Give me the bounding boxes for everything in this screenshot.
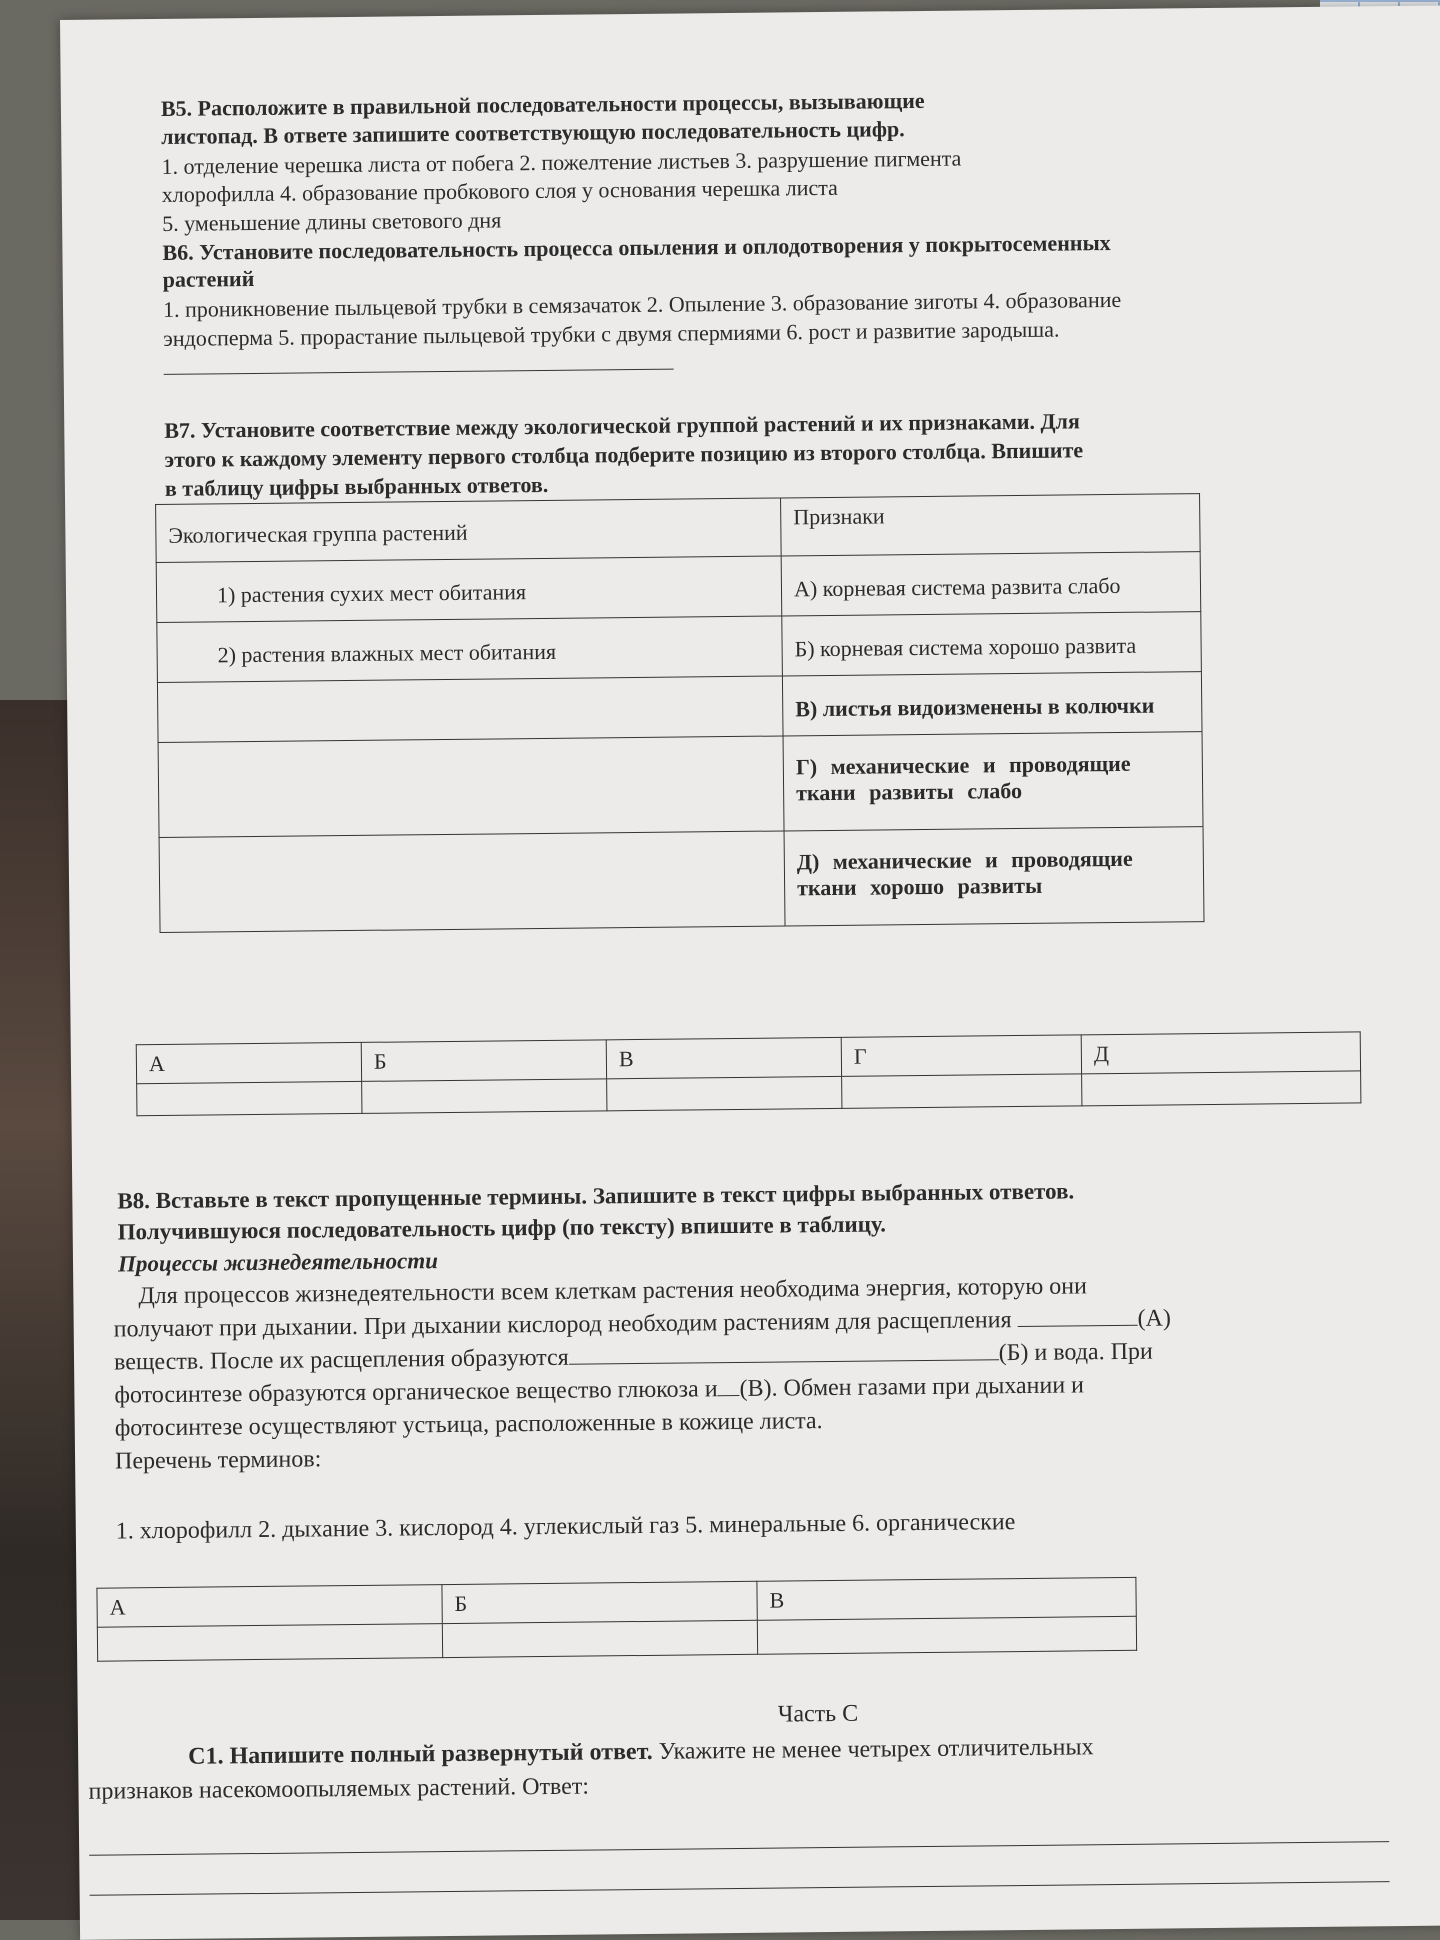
b8-answer-header-b: Б xyxy=(442,1581,757,1623)
b7-trait-b: Б) корневая система хорошо развита xyxy=(782,612,1202,676)
b6-title-line-1: В6. Установите последовательность процесса опыления и оплодотворения у покрытосеменных xyxy=(162,230,1111,265)
b7-group-2: 2) растения влажных мест обитания xyxy=(157,616,783,683)
b8-text-line-2-start: получают при дыхании. При дыхании кислород необходим растениям для расщепления xyxy=(113,1307,1018,1343)
b8-text-line-2-end: (А) xyxy=(1137,1305,1172,1332)
b7-trait-g: Г) механические и проводящие ткани развиты слабо xyxy=(783,732,1203,831)
b8-answer-cell-v[interactable] xyxy=(757,1616,1136,1654)
b8-text-line-4 xyxy=(114,1371,1084,1410)
c1-bold-text: С1. Напишите полный развернутый ответ. xyxy=(188,1738,653,1770)
b8-answer-header-v: В xyxy=(757,1577,1136,1620)
b5-title-line-1: В5. Расположите в правильной последовательности процессы, вызывающие xyxy=(160,87,925,121)
b8-text-line-5: фотосинтезе осуществляют устьица, расположенные в кожице листа. xyxy=(114,1408,823,1442)
b7-answer-table xyxy=(136,1031,1362,1116)
b6-title-line-2: растений xyxy=(162,265,255,292)
b6-answer-line[interactable] xyxy=(164,369,674,375)
b8-blank-b[interactable] xyxy=(569,1359,999,1365)
b7-answer-cell-b[interactable] xyxy=(362,1079,607,1114)
b8-title-line-1: В8. Вставьте в текст пропущенные термины. Запишите в текст цифры выбранных ответов. xyxy=(117,1178,1075,1214)
b7-col1-header: Экологическая группа растений xyxy=(156,498,782,563)
b8-answer-header-a: А xyxy=(97,1585,442,1628)
b7-answer-cell-d[interactable] xyxy=(1082,1071,1361,1106)
b5-items-line-3: 5. уменьшение длины светового дня xyxy=(162,207,502,236)
b7-answer-header-g: Г xyxy=(841,1035,1081,1077)
b5-items-line-1: 1. отделение черешка листа от побега 2. пожелтение листьев 3. разрушение пигмента xyxy=(161,145,962,179)
b7-matching-table xyxy=(155,493,1204,933)
b5-items-line-2: хлорофилла 4. образование пробкового слоя у основания черешка листа xyxy=(161,174,838,207)
b7-trait-a: А) корневая система развита слабо xyxy=(781,552,1201,616)
b7-title-line-2: этого к каждому элементу первого столбца подберите позицию из второго столбца. Впишите xyxy=(164,437,1084,472)
b8-answer-cell-b[interactable] xyxy=(442,1620,757,1657)
b6-items-line-1: 1. проникновение пыльцевой трубки в семязачаток 2. Опыление 3. образование зиготы 4. образование xyxy=(162,286,1122,322)
b8-text-line-1: Для процессов жизнедеятельности всем клеткам растения необходима энергия, которую они xyxy=(138,1273,1087,1310)
worksheet-page xyxy=(60,5,1440,1939)
b5-title-line-2: листопад. В ответе запишите соответствующую последовательность цифр. xyxy=(161,116,905,149)
b7-col2-header: Признаки xyxy=(781,494,1201,556)
b7-title-line-1: В7. Установите соответствие между экологической группой растений и их признаками. Для xyxy=(164,408,1080,443)
b7-answer-cell-v[interactable] xyxy=(607,1076,842,1110)
part-c-heading: Часть С xyxy=(777,1700,859,1728)
b7-trait-v: В) листья видоизменены в колючки xyxy=(782,672,1202,736)
b7-empty-cell-3 xyxy=(159,831,785,933)
b8-text-line-3-start: веществ. После их расщепления образуются xyxy=(113,1344,569,1376)
b8-blank-a[interactable] xyxy=(1018,1325,1138,1327)
b8-text-line-4-start: фотосинтезе образуются органическое вещество глюкоза и xyxy=(114,1376,718,1409)
b7-trait-d: Д) механические и проводящие ткани хорошо развиты xyxy=(784,827,1204,926)
b6-items-line-2: эндосперма 5. прорастание пыльцевой трубки с двумя спермиями 6. рост и развитие зародыша. xyxy=(163,316,1060,351)
c1-answer-line-2[interactable] xyxy=(90,1881,1390,1896)
b8-text-line-4-end: (В). Обмен газами при дыхании и xyxy=(739,1372,1085,1402)
b7-answer-cell-a[interactable] xyxy=(137,1081,362,1115)
b8-answer-table xyxy=(96,1577,1137,1662)
b7-answer-header-d: Д xyxy=(1081,1032,1360,1074)
b7-empty-cell-1 xyxy=(157,676,783,743)
b7-answer-header-b: Б xyxy=(361,1040,606,1082)
b8-answer-cell-a[interactable] xyxy=(97,1624,442,1662)
b8-terms-label: Перечень терминов: xyxy=(114,1446,322,1475)
b7-answer-header-a: А xyxy=(136,1042,361,1083)
c1-answer-line-1[interactable] xyxy=(89,1841,1389,1856)
b7-group-1: 1) растения сухих мест обитания xyxy=(156,556,782,623)
b7-title-line-3: в таблицу цифры выбранных ответов. xyxy=(164,471,549,501)
b7-answer-header-v: В xyxy=(606,1037,841,1078)
b8-text-line-3-end: (Б) и вода. При xyxy=(998,1338,1153,1367)
b8-blank-v[interactable] xyxy=(718,1395,740,1396)
b8-title-line-2: Получившуюся последовательность цифр (по тексту) впишите в таблицу. xyxy=(117,1211,887,1245)
b7-empty-cell-2 xyxy=(158,736,784,838)
c1-rest-text: Укажите не менее четырех отличительных xyxy=(652,1734,1094,1765)
b8-terms-list: 1. хлорофилл 2. дыхание 3. кислород 4. углекислый газ 5. минеральные 6. органические xyxy=(115,1509,1016,1545)
b8-subtitle: Процессы жизнедеятельности xyxy=(117,1248,439,1277)
c1-line-1 xyxy=(188,1733,1094,1771)
b7-answer-cell-g[interactable] xyxy=(842,1074,1082,1109)
c1-line-2: признаков насекомоопыляемых растений. Ответ: xyxy=(88,1773,590,1805)
